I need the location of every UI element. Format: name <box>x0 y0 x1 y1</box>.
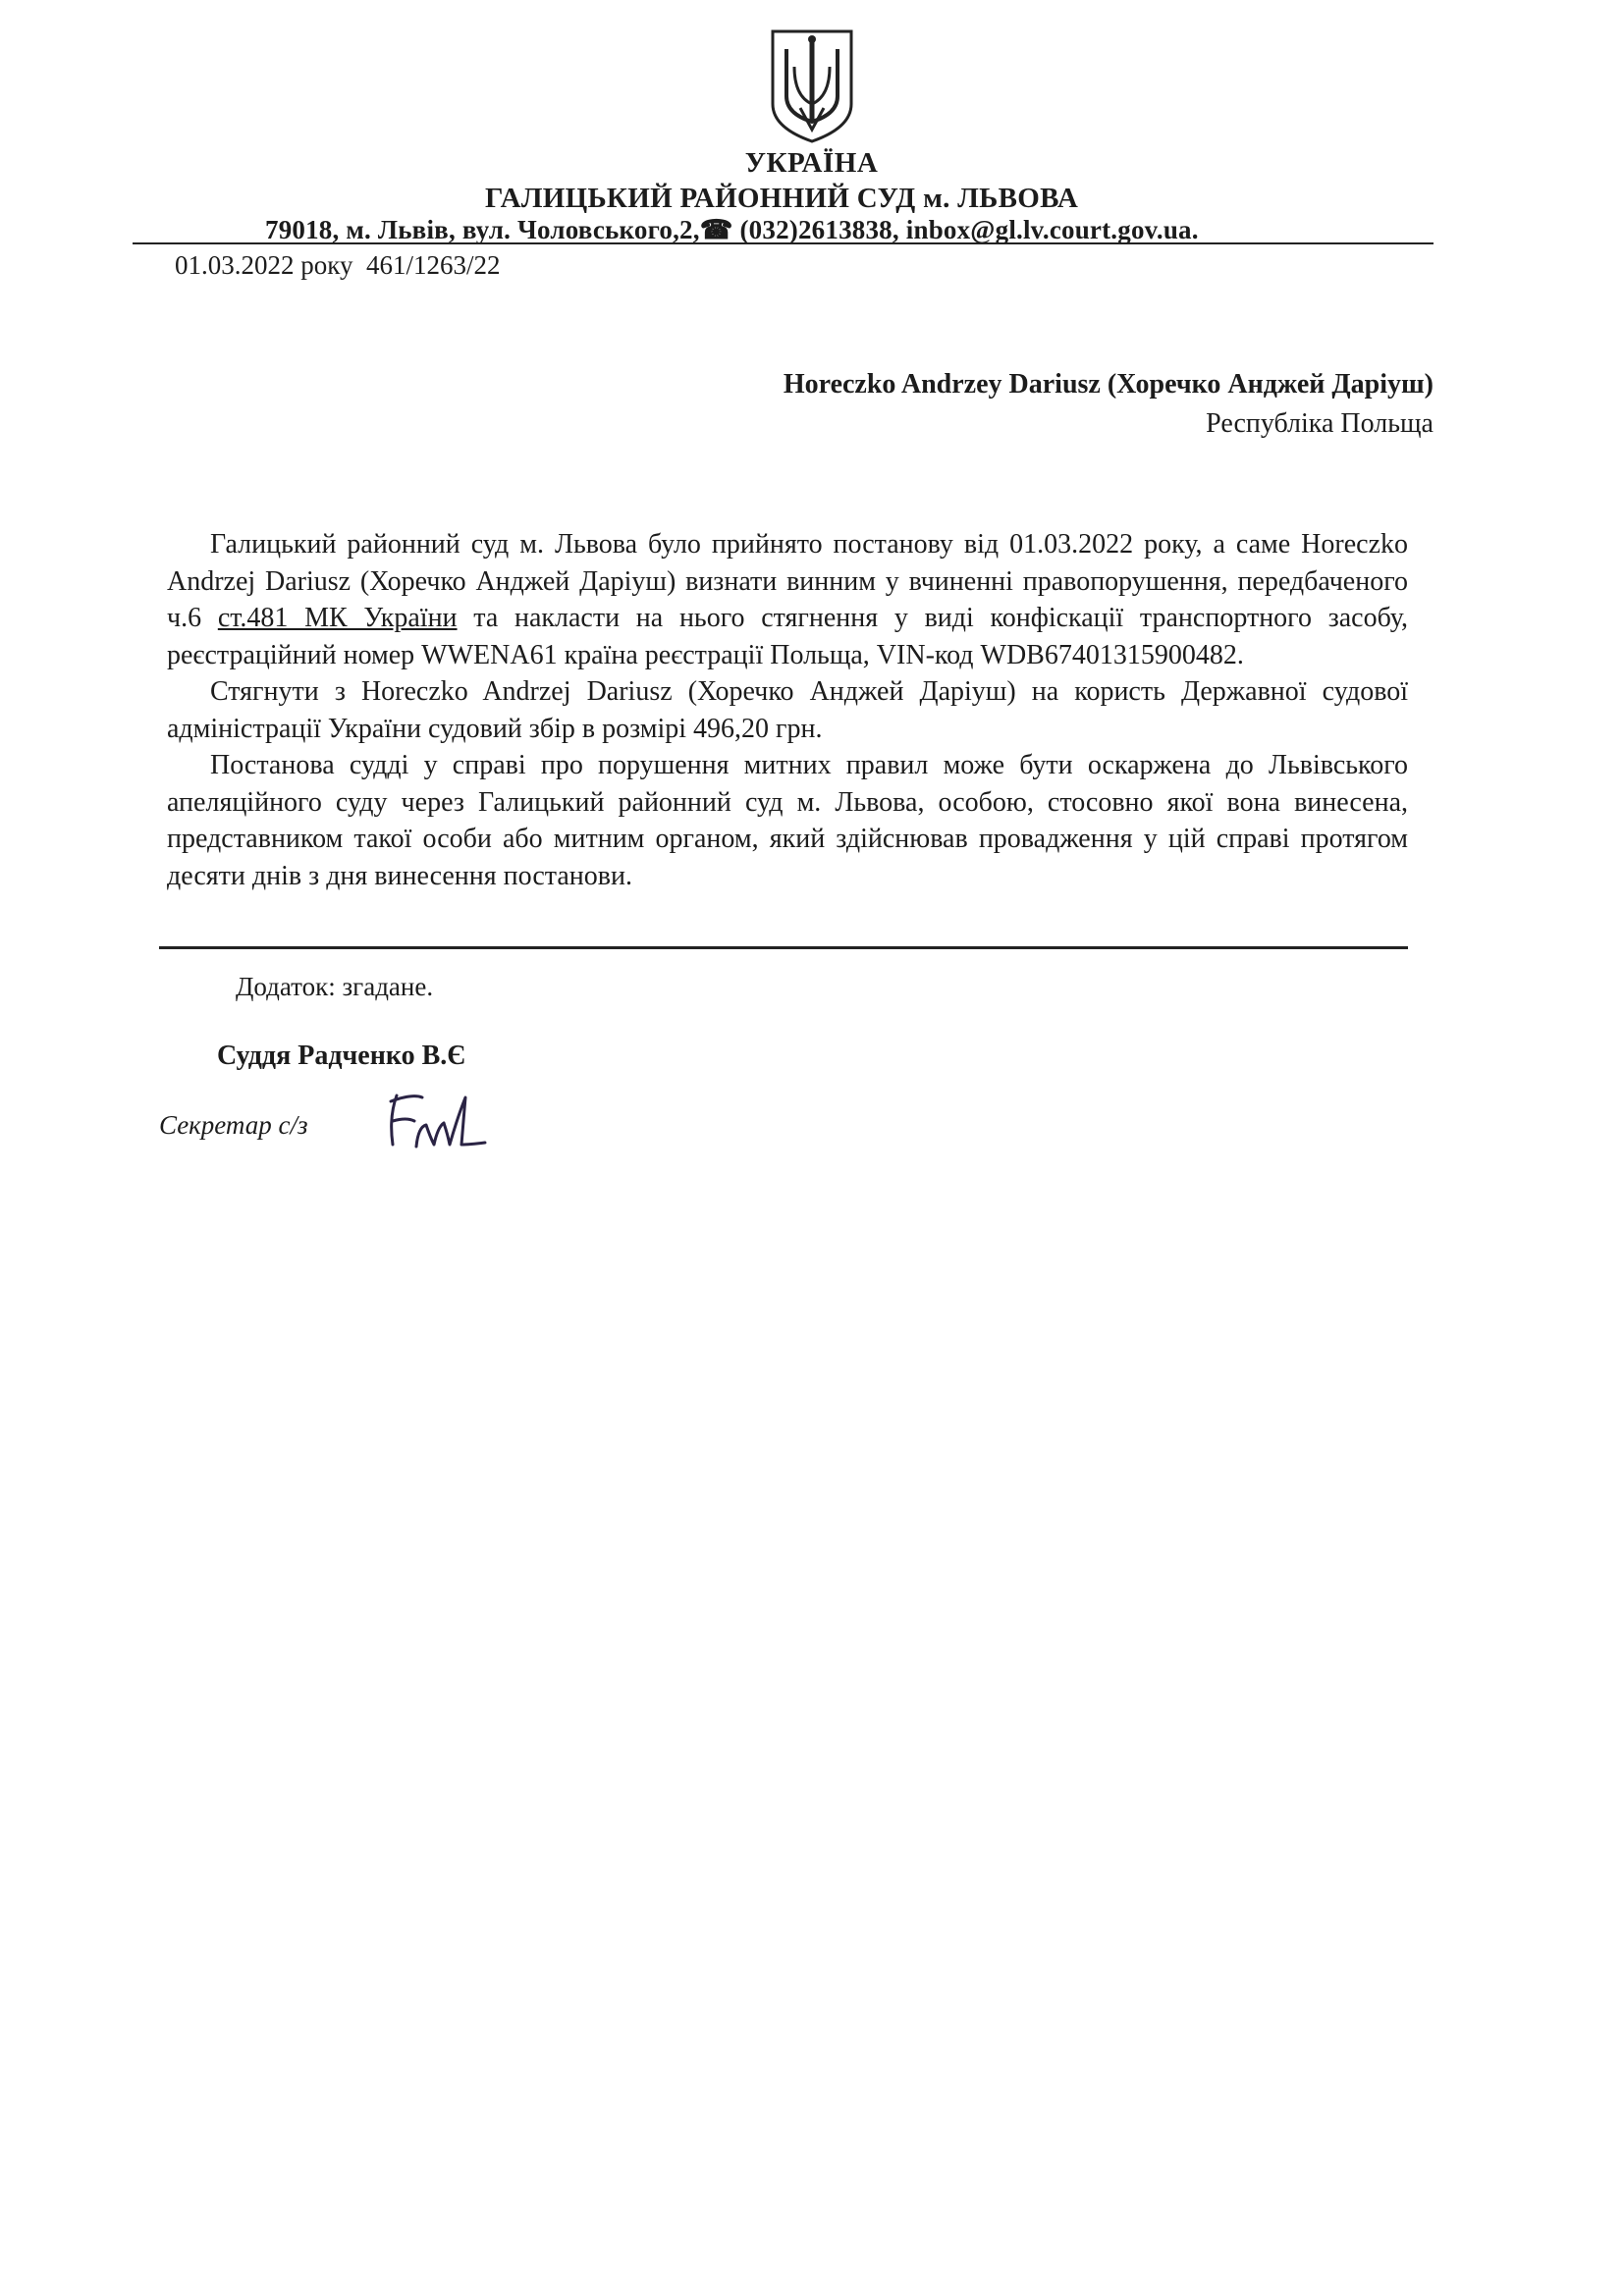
trident-emblem-icon <box>767 27 857 145</box>
court-name-heading: ГАЛИЦЬКИЙ РАЙОННИЙ СУД м. ЛЬВОВА <box>485 183 1079 214</box>
court-email: , inbox@gl.lv.court.gov.ua. <box>892 215 1199 244</box>
body-paragraph-fee: Стягнути з Horeczko Andrzej Dariusz (Хоречко Анджей Даріуш) на користь Державної судової адміністрації України судовий збір в розмірі 496,20 грн. <box>167 676 1408 744</box>
law-article-reference: ст.481 МК України <box>217 603 458 633</box>
addressee-block <box>784 365 1434 444</box>
header-divider <box>133 242 1434 244</box>
court-address: 79018, м. Львів, вул. Чоловського,2, <box>265 215 700 244</box>
addressee-country: Республіка Польща <box>1206 408 1434 439</box>
judge-name: Суддя Радченко В.Є <box>217 1041 466 1071</box>
body-paragraph-appeal: Постанова судді у справі про порушення митних правил може бути оскаржена до Львівського апеляційного суду через Галицький районний суд м. Львова, особою, стосовно якої вона винесена, представником такої особи або митним органом, який здійснював провадження у цій справі протягом десяти днів з дня винесення постанови. <box>167 750 1408 891</box>
phone-icon: ☎ <box>699 215 733 244</box>
case-number: 461/1263/22 <box>366 250 501 280</box>
court-phone: (032)2613838 <box>739 215 893 244</box>
addressee-name: Horeczko Andrzey Dariusz (Хоречко Анджей Даріуш) <box>783 369 1434 400</box>
body-divider <box>159 946 1408 949</box>
court-contact-line <box>265 215 1199 245</box>
body-paragraph-decision: Галицький районний суд м. Львова було прийнято постанову від 01.03.2022 року, а саме Horeczko Andrzej Dariusz (Хоречко Анджей Даріуш) визнати винним у вчиненні правопорушення, передбаченого ч.6 ст.481 МК України та накласти на нього стягнення у виді конфіскації транспортного засобу, реєстраційний номер WWENA61 країна реєстрації Польща, VIN-код WDB67401315900482. <box>167 529 1408 670</box>
document-meta <box>175 250 501 281</box>
document-date: 01.03.2022 року <box>175 250 353 280</box>
handwritten-signature-icon <box>383 1088 491 1152</box>
attachment-note: Додаток: згадане. <box>236 972 434 1001</box>
secretary-label: Секретар с/з <box>159 1110 308 1140</box>
letter-body <box>167 526 1408 894</box>
country-heading: УКРАЇНА <box>744 147 879 179</box>
